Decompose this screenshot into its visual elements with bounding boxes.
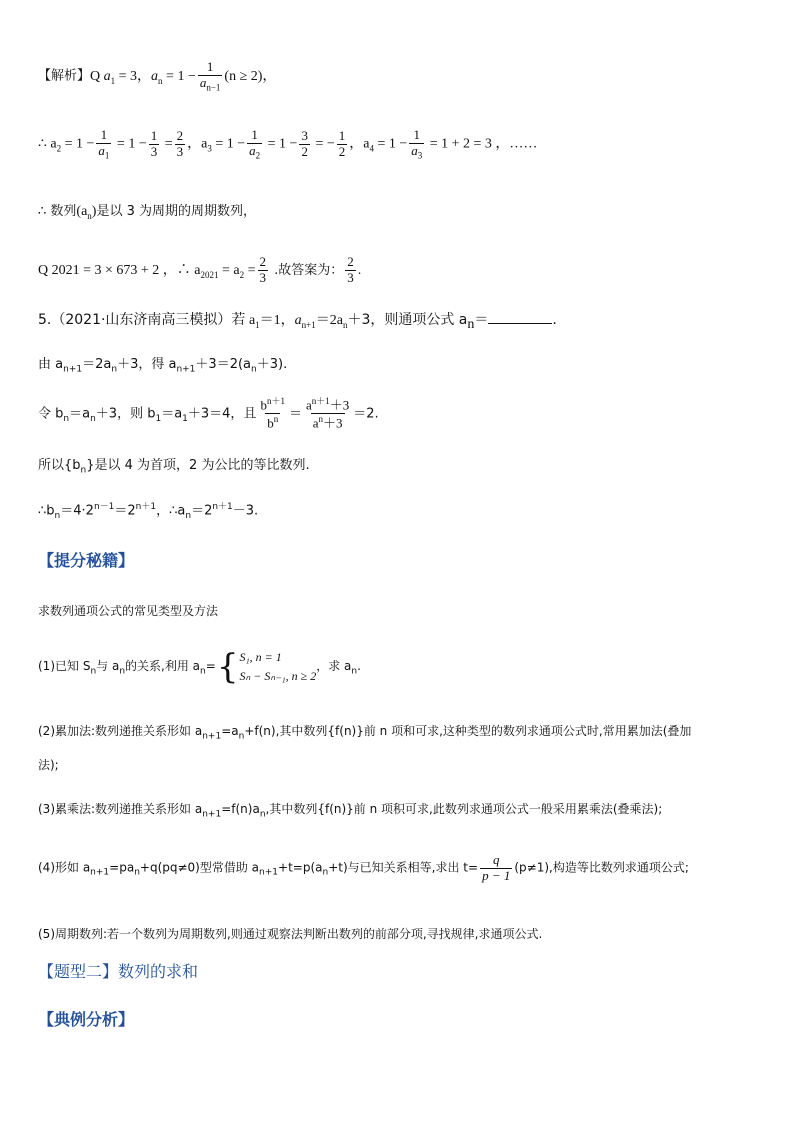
sup: n＋1 [311,396,330,406]
text: = a [218,262,240,278]
numerator: 1 [150,128,158,143]
text: ＝2a [315,313,343,328]
text: Q 2021 = 3 × 673 + 2 ，∴ a [38,262,201,278]
text: ＋3 [323,415,343,431]
sub: 1 [110,75,116,86]
text: ∴b [38,503,55,519]
text: = 1 − [264,136,298,152]
fraction [198,60,223,93]
solution-line-8 [38,458,310,476]
solution-line-3 [38,204,256,222]
text: = − [311,136,335,152]
sub: 3 [207,143,212,154]
text: ＋3，则 b [95,406,156,422]
sup: n [318,414,323,425]
sub: 1 [104,150,110,161]
sub: n [119,666,126,677]
tip-1 [38,648,361,685]
solution-line-9 [38,502,258,522]
text: = 1 − [373,136,408,152]
var: a [249,142,256,158]
text: = 3， [115,68,152,84]
fraction [304,396,351,432]
sub: n [251,364,257,375]
text: 令 b [38,406,64,422]
solution-line-7 [38,396,379,432]
var: a [294,313,302,328]
fraction [258,396,287,432]
text: (3)累乘法:数列递推关系形如 a [38,802,203,816]
answer-blank [488,312,552,324]
text: +t=p(a [278,860,323,875]
text: ＝4·2 [60,503,94,519]
text: ＝ [288,406,302,422]
sub: n [90,666,97,677]
text: －3. [232,503,259,519]
text: = 1 − [113,136,147,152]
text: (p≠1),构造等比数列求通项公式; [514,860,689,875]
text: (n ≥ 2)， [224,68,277,84]
question-5 [38,312,557,334]
text: +f(n),其中数列{f(n)}前 n 项和可求,这种类型的数列求通项公式时,常用累加法(叠加 [244,724,692,738]
text: ＝2. [353,406,379,422]
tip-2-cont: 法); [38,758,59,772]
text: ＝2 [191,503,213,519]
solution-label: 【解析】 [38,68,91,84]
denominator: 2 [338,143,346,159]
text: = 1 − [61,136,95,152]
sub: n [467,316,475,332]
text: =f(n)a [221,802,260,816]
sup: n＋1 [135,502,157,512]
fraction [96,128,111,161]
text: a [245,313,256,328]
tip-4 [38,852,689,884]
text: ＝1， [259,313,295,328]
text: . [357,262,362,278]
sub: n [90,413,96,424]
fraction [149,129,160,160]
text: 与 a [96,659,120,674]
text: 所以{b [38,458,81,473]
text: ,其中数列{f(n)}前 n 项积可求,此数列求通项公式一般采用累乘法(叠乘法); [265,802,663,816]
solution-line-1 [38,60,276,93]
fraction [345,255,356,286]
sub: n+1 [301,319,316,330]
solution-line-6 [38,357,287,375]
text: = 1 + 2 = 3 ，…… [426,136,538,152]
var: b [267,415,274,431]
sub: n [185,510,192,521]
numerator: 3 [301,128,308,143]
text: (a [76,204,88,219]
sup: n－1 [93,502,115,512]
solution-line-2 [38,128,537,161]
tip-3 [38,802,662,820]
text: ，∴a [156,503,186,519]
fraction [480,852,512,884]
sub: 3 [417,150,423,161]
text: 由 a [38,357,64,372]
sub: n+1 [176,364,196,375]
sub: n [238,731,245,742]
text: +q(pq≠0)型常借助 a [139,860,260,875]
fraction [175,129,186,160]
text: . [357,659,361,674]
text: = [244,262,256,278]
numerator: 2 [259,254,267,270]
text: ＋3，得 a [117,357,177,372]
sub: n [158,75,163,86]
text: = [161,136,173,152]
var: a [199,74,207,90]
text: =a [221,724,239,738]
text: . [552,312,557,328]
section-heading-tips: 【提分秘籍】 [38,551,135,570]
text: ＋3＝4，且 [187,406,257,422]
sub: n [322,867,329,878]
sub: n [134,867,140,878]
text: (1)已知 S [38,659,91,674]
text: 的关系,利用 a [125,659,201,674]
sub: n [87,210,92,221]
section-heading-examples: 【典例分析】 [38,1010,135,1029]
text: = [205,659,216,674]
text: ＋3，则通项公式 a [347,312,468,328]
numerator: 1 [251,127,258,142]
text: 是以 3 为周期的周期数列， [96,204,257,219]
section-heading-type2: 【题型二】数列的求和 [38,962,199,981]
numerator: 1 [338,128,346,143]
denominator: 2 [301,143,308,159]
text: ＝a [69,406,91,422]
sub: n [259,809,266,820]
fraction [247,128,262,161]
tip-2 [38,724,691,742]
question-text: 5.（2021·山东济南高三模拟）若 [38,312,246,328]
numerator: 1 [100,127,108,142]
text: =pa [109,860,135,875]
tip-5: (5)周期数列:若一个数列为周期数列,则通过观察法判断出数列的前部分项,寻找规律,求通项公式. [38,927,543,941]
sub: n [54,510,61,521]
sub: 1 [255,319,260,330]
sub: n [200,666,206,677]
numerator: 1 [413,127,420,142]
sub: n+1 [202,809,222,820]
fraction [409,128,424,161]
var: a [305,397,312,413]
numerator: 2 [347,254,354,269]
sub: 2 [255,150,261,161]
text: Q [90,68,104,84]
sub: 1 [182,413,188,424]
var: a [103,68,111,84]
sub: n [63,413,70,424]
denominator: p − 1 [482,867,511,883]
fraction [258,255,269,286]
sub: 2 [239,269,245,280]
text: ，a [349,136,370,152]
sub: n+1 [259,867,279,878]
fraction [299,129,310,160]
text: +t)与已知关系相等,求出 t= [328,860,479,875]
var: a [411,142,418,158]
sub: 1 [155,413,162,424]
text: ∴ a [38,136,57,152]
solution-line-4 [38,255,361,286]
answer-label: .故答案为： [270,262,344,278]
text: ，求 a [316,659,352,674]
text: ＝2 [114,503,136,519]
sub: n+1 [202,731,222,742]
denominator: 3 [150,143,158,159]
var: a [312,415,319,431]
text: ＝ [474,312,489,328]
sub: 2 [56,143,62,154]
sub: n−1 [206,82,221,93]
text: ＋3 [329,397,350,413]
sub: n+1 [90,867,110,878]
numerator: q [492,852,500,867]
sup: n [273,414,279,425]
var: b [260,397,267,413]
text: = 1 − [211,136,246,152]
text: ＝2a [82,357,112,372]
sub: 4 [369,143,374,154]
text: ∴ 数列 [38,204,77,219]
text: ＋3＝2(a [195,357,252,372]
numerator: 1 [206,59,214,74]
denominator: 3 [347,269,354,285]
numerator: 2 [176,128,184,143]
text: ，a [187,136,208,152]
sub: n [342,319,348,330]
text: }是以 4 为首项，2 为公比的等比数列. [86,458,310,473]
sup: n＋1 [266,396,285,406]
text: (4)形如 a [38,860,91,875]
text: (2)累加法:数列递推关系形如 a [38,724,203,738]
sub: n+1 [63,364,83,375]
tips-intro: 求数列通项公式的常见类型及方法 [38,604,219,618]
sub: n [80,465,87,476]
sub: n [351,666,358,677]
case-1: S₁, n = 1 [239,650,282,664]
text: = 1 − [162,68,196,84]
denominator: 3 [176,143,184,159]
sup: n＋1 [212,502,233,512]
text: ) [91,204,97,219]
sub: n [111,364,118,375]
var: a [151,68,159,84]
var: a [98,142,105,158]
denominator: 3 [259,270,267,286]
fraction [337,129,348,160]
brace: { [216,646,239,687]
text: ＝a [161,406,183,422]
text: ＋3). [256,357,288,372]
sub: 2021 [200,269,219,280]
case-2: Sₙ − Sₙ₋₁, n ≥ 2 [239,668,317,683]
piecewise-formula [216,648,316,685]
